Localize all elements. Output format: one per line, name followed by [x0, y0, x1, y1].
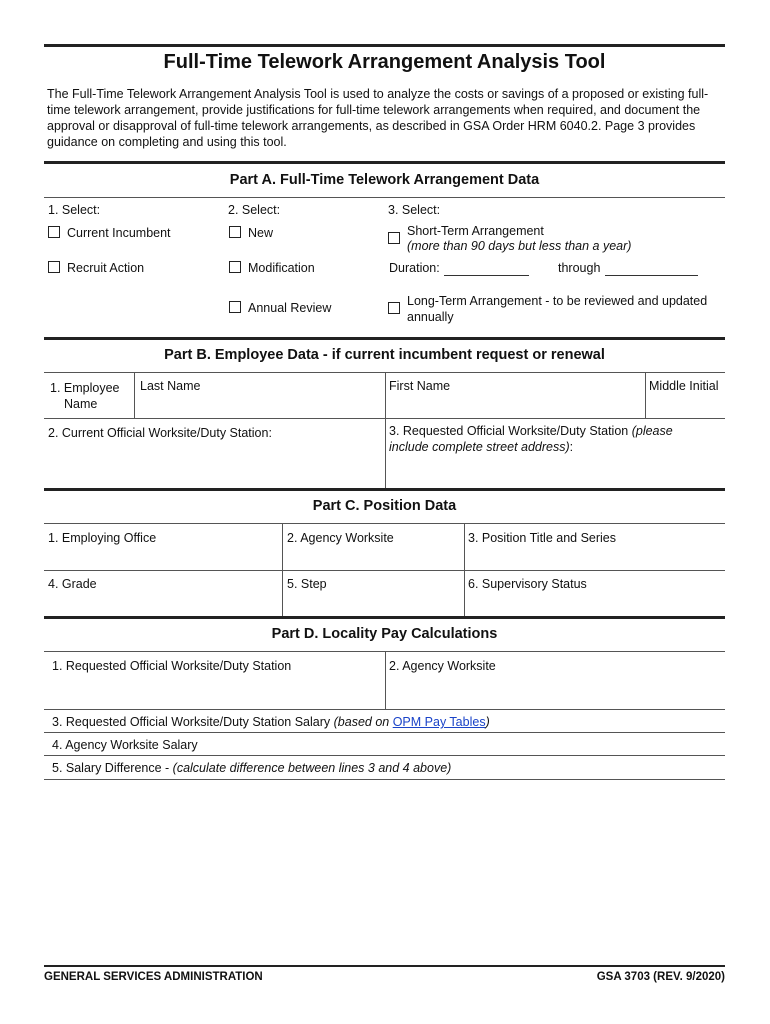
current-incumbent-checkbox[interactable]: [48, 226, 60, 238]
current-worksite-field[interactable]: 2. Current Official Worksite/Duty Station:: [48, 426, 272, 440]
current-incumbent-label: Current Incumbent: [67, 226, 171, 240]
opm-pay-tables-link[interactable]: OPM Pay Tables: [392, 715, 486, 729]
select-1-label: 1. Select:: [48, 203, 101, 217]
part-a-heading: Part A. Full-Time Telework Arrangement Data: [229, 172, 540, 188]
part-c-rule: [44, 488, 725, 491]
position-title-field[interactable]: 3. Position Title and Series: [468, 531, 616, 545]
short-term-label: Short-Term Arrangement: [407, 224, 544, 238]
name-divider-3: [645, 372, 646, 418]
agency-worksite-field[interactable]: 2. Agency Worksite: [287, 531, 394, 545]
requested-salary-field[interactable]: 3. Requested Official Worksite/Duty Station Salary (based on OPM Pay Tables): [52, 715, 490, 729]
intro-text: The Full-Time Telework Arrangement Analysis Tool is used to analyze the costs or savings of a proposed or existing full-time telework arrangement, provide justifications for full-time telework arrangements when required, and document the approval or disapproval of full-time telework arrangements, as described in GSA Order HRM 6040.2. Page 3 provides guidance on completing and using this tool.: [47, 87, 709, 149]
part-a-rule: [44, 161, 725, 164]
part-d-divider-2: [44, 709, 725, 710]
through-label: through: [558, 261, 601, 275]
select-3-label: 3. Select:: [388, 203, 441, 217]
part-a-divider: [44, 197, 725, 198]
requested-worksite-field[interactable]: 3. Requested Official Worksite/Duty Station (please include complete street address):: [389, 424, 673, 454]
footer-form-number: GSA 3703 (REV. 9/2020): [596, 971, 725, 983]
recruit-action-checkbox[interactable]: [48, 261, 60, 273]
employing-office-field[interactable]: 1. Employing Office: [48, 531, 157, 545]
duration-start-field[interactable]: [444, 263, 529, 276]
part-d-divider-3: [44, 732, 725, 733]
part-d-divider-4: [44, 755, 725, 756]
employee-name-label-1: 1. Employee: [50, 381, 120, 395]
employee-name-label-2: Name: [64, 397, 98, 411]
salary-difference-field[interactable]: 5. Salary Difference - (calculate difference between lines 3 and 4 above): [52, 761, 452, 775]
duration-label: Duration:: [389, 261, 440, 275]
locality-divider: [385, 651, 386, 709]
new-label: New: [248, 226, 274, 240]
supervisory-status-field[interactable]: 6. Supervisory Status: [468, 577, 587, 591]
footer-rule: [44, 965, 725, 967]
step-field[interactable]: 5. Step: [287, 577, 327, 591]
requested-worksite-field-d[interactable]: 1. Requested Official Worksite/Duty Station: [52, 659, 292, 673]
part-c-divider: [44, 523, 725, 524]
first-name-field[interactable]: First Name: [389, 379, 451, 393]
name-divider-2: [385, 372, 386, 418]
grade-field[interactable]: 4. Grade: [48, 577, 97, 591]
part-b-rule: [44, 337, 725, 340]
worksite-divider: [385, 418, 386, 488]
part-d-heading: Part D. Locality Pay Calculations: [271, 626, 498, 642]
short-term-note: (more than 90 days but less than a year): [407, 239, 632, 253]
new-checkbox[interactable]: [229, 226, 241, 238]
form-title: Full-Time Telework Arrangement Analysis Tool: [163, 51, 606, 73]
modification-checkbox[interactable]: [229, 261, 241, 273]
middle-initial-field[interactable]: Middle Initial: [649, 379, 719, 393]
part-c-heading: Part C. Position Data: [312, 498, 457, 514]
long-term-label-1: Long-Term Arrangement - to be reviewed and updated: [407, 294, 708, 308]
footer-agency: GENERAL SERVICES ADMINISTRATION: [44, 971, 263, 983]
modification-label: Modification: [248, 261, 315, 275]
part-d-rule: [44, 616, 725, 619]
part-b-heading: Part B. Employee Data - if current incumbent request or renewal: [164, 347, 605, 363]
long-term-checkbox[interactable]: [388, 302, 400, 314]
long-term-label-2: annually: [407, 310, 454, 324]
agency-worksite-field-d[interactable]: 2. Agency Worksite: [389, 659, 496, 673]
duration-end-field[interactable]: [605, 263, 698, 276]
annual-review-checkbox[interactable]: [229, 301, 241, 313]
select-2-label: 2. Select:: [228, 203, 281, 217]
part-d-divider-5: [44, 779, 725, 780]
name-divider-1: [134, 372, 135, 418]
part-c-divider-2: [44, 570, 725, 571]
annual-review-label: Annual Review: [248, 301, 332, 315]
agency-salary-field[interactable]: 4. Agency Worksite Salary: [52, 738, 198, 752]
top-rule: [44, 44, 725, 47]
short-term-checkbox[interactable]: [388, 232, 400, 244]
last-name-field[interactable]: Last Name: [140, 379, 201, 393]
recruit-action-label: Recruit Action: [67, 261, 145, 275]
